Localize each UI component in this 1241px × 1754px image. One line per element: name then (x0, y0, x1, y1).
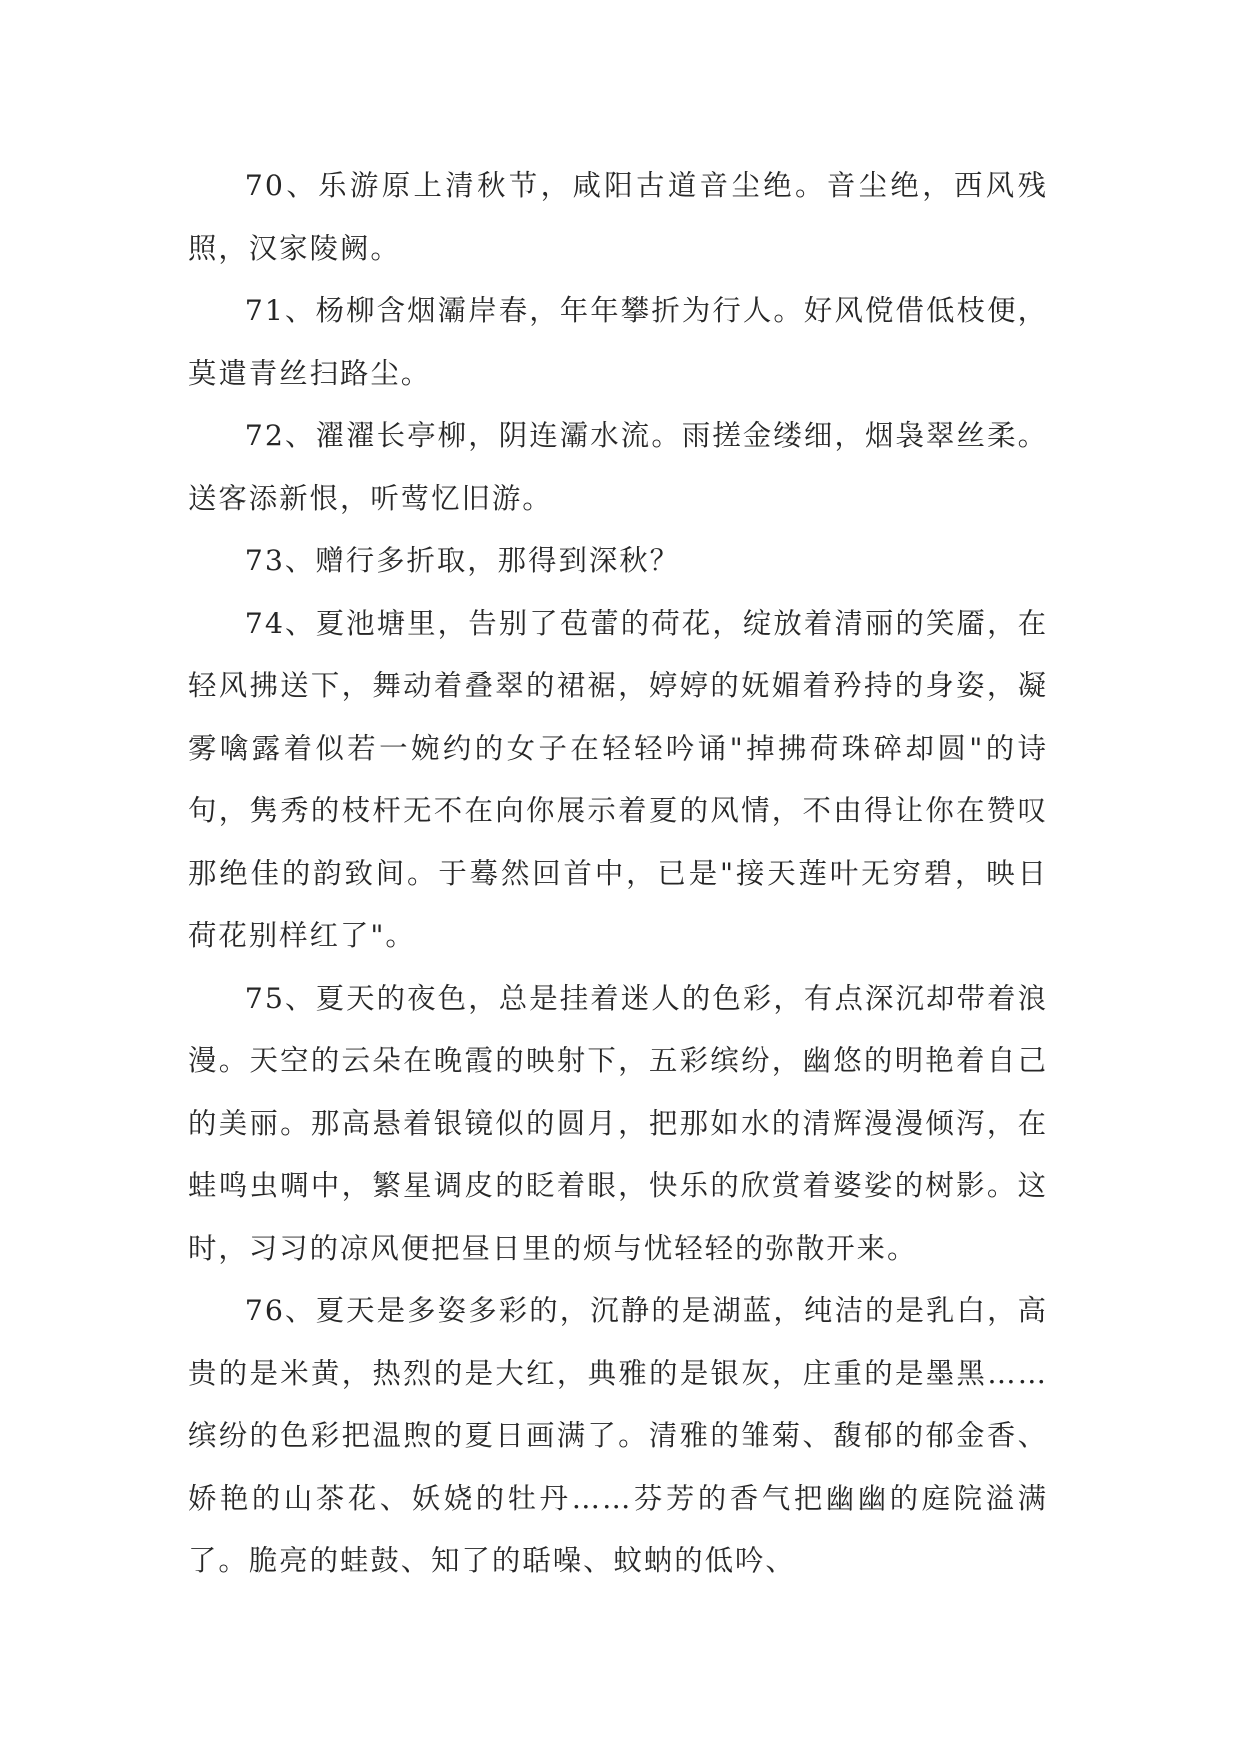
paragraph-74: 74、夏池塘里，告别了苞蕾的荷花，绽放着清丽的笑靥，在轻风拂送下，舞动着叠翠的裙裾，婷婷的妩媚着矜持的身姿，凝雾噙露着似若一婉约的女子在轻轻吟诵"掉拂荷珠碎却圆"的诗句，隽秀的枝杆无不在向你展示着夏的风情，不由得让你在赞叹那绝佳的韵致间。于蓦然回首中，已是"接天莲叶无穷碧，映日荷花别样红了"。 (188, 606, 1048, 952)
paragraph-71: 71、杨柳含烟灞岸春，年年攀折为行人。好风傥借低枝便，莫遣青丝扫路尘。 (188, 294, 1048, 390)
paragraph-70: 70、乐游原上清秋节，咸阳古道音尘绝。音尘绝，西风残照，汉家陵阙。 (188, 169, 1048, 265)
paragraph-73: 73、赠行多折取，那得到深秋？ (244, 544, 681, 577)
paragraph-72: 72、濯濯长亭柳，阴连灞水流。雨搓金缕细，烟袅翠丝柔。送客添新恨，听莺忆旧游。 (188, 419, 1048, 515)
paragraph-76: 76、夏天是多姿多彩的，沉静的是湖蓝，纯洁的是乳白，高贵的是米黄，热烈的是大红，典雅的是银灰，庄重的是墨黑……缤纷的色彩把温煦的夏日画满了。清雅的雏菊、馥郁的郁金香、娇艳的山茶花、妖娆的牡丹……芬芳的香气把幽幽的庭院溢满了。脆亮的蛙鼓、知了的聒噪、蚊蚋的低吟、 (188, 1294, 1048, 1577)
paragraph-75: 75、夏天的夜色，总是挂着迷人的色彩，有点深沉却带着浪漫。天空的云朵在晚霞的映射下，五彩缤纷，幽悠的明艳着自己的美丽。那高悬着银镜似的圆月，把那如水的清辉漫漫倾泻，在蛙鸣虫啁中，繁星调皮的眨着眼，快乐的欣赏着婆娑的树影。这时，习习的凉风便把昼日里的烦与忧轻轻的弥散开来。 (188, 981, 1048, 1265)
document-body (188, 155, 1048, 1593)
